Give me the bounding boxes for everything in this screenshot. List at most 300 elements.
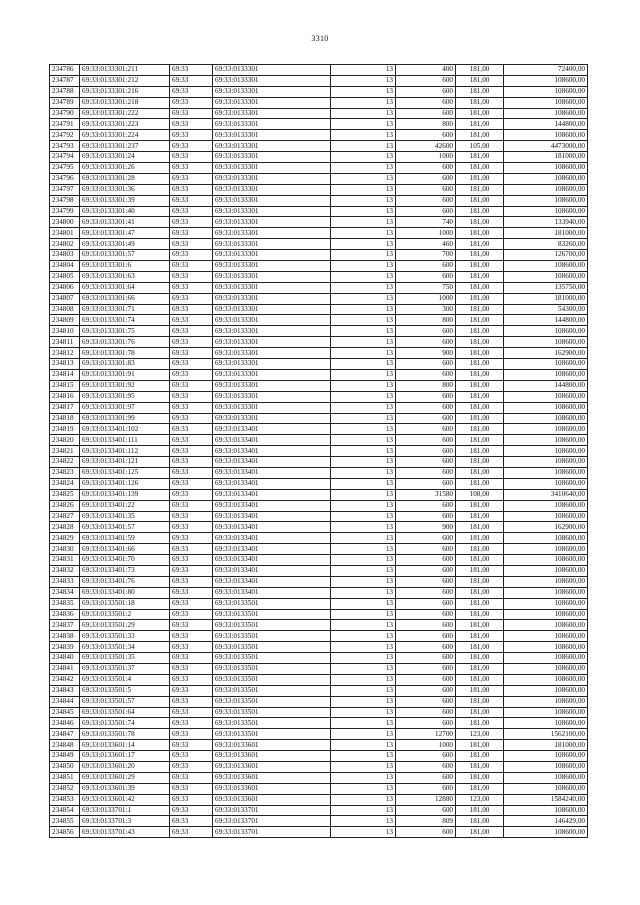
cell-area: 1000: [396, 228, 456, 239]
table-row: [50, 576, 588, 587]
cell-area: 600: [396, 75, 456, 86]
cell-area: 600: [396, 271, 456, 282]
cell-cadastral-value: 108600,00: [504, 195, 588, 206]
cell-area: 740: [396, 217, 456, 228]
cell-cadastral-block: 69:33:0133301: [213, 119, 331, 130]
cell-cadastral-block: 69:33:0133501: [213, 663, 331, 674]
cell-category-code: 13: [331, 380, 396, 391]
cell-cadastral-number: 69:33:0133301:92: [80, 380, 170, 391]
cell-category-code: 13: [331, 152, 396, 163]
cell-district-code: 69:33: [170, 620, 213, 631]
cell-category-code: 13: [331, 369, 396, 380]
cell-category-code: 13: [331, 424, 396, 435]
cell-cadastral-number: 69:33:0133301:91: [80, 369, 170, 380]
cell-record-number: 234852: [50, 783, 80, 794]
cell-record-number: 234846: [50, 718, 80, 729]
cell-cadastral-block: 69:33:0133301: [213, 315, 331, 326]
table-row: [50, 827, 588, 838]
cell-cadastral-block: 69:33:0133301: [213, 250, 331, 261]
cell-area: 600: [396, 369, 456, 380]
cell-cadastral-number: 69:33:0133401:76: [80, 576, 170, 587]
table-row: [50, 718, 588, 729]
cell-record-number: 234814: [50, 369, 80, 380]
cell-unit-value: 123,00: [456, 794, 504, 805]
cell-cadastral-block: 69:33:0133601: [213, 751, 331, 762]
cell-unit-value: 181,00: [456, 293, 504, 304]
table-row: [50, 478, 588, 489]
table-row: [50, 587, 588, 598]
cell-cadastral-block: 69:33:0133401: [213, 544, 331, 555]
cell-district-code: 69:33: [170, 141, 213, 152]
cell-record-number: 234808: [50, 304, 80, 315]
cell-district-code: 69:33: [170, 674, 213, 685]
cell-cadastral-block: 69:33:0133301: [213, 184, 331, 195]
cell-cadastral-number: 69:33:0133501:57: [80, 696, 170, 707]
cell-record-number: 234802: [50, 239, 80, 250]
cell-cadastral-number: 69:33:0133501:64: [80, 707, 170, 718]
cell-category-code: 13: [331, 816, 396, 827]
cell-record-number: 234804: [50, 261, 80, 272]
table-row: [50, 816, 588, 827]
cell-record-number: 234798: [50, 195, 80, 206]
table-row: [50, 348, 588, 359]
cell-cadastral-value: 108600,00: [504, 457, 588, 468]
cell-record-number: 234811: [50, 337, 80, 348]
cell-cadastral-block: 69:33:0133301: [213, 195, 331, 206]
cell-category-code: 13: [331, 772, 396, 783]
table-row: [50, 119, 588, 130]
cell-cadastral-block: 69:33:0133401: [213, 511, 331, 522]
cell-cadastral-number: 69:33:0133501:4: [80, 674, 170, 685]
cell-cadastral-number: 69:33:0133501:35: [80, 653, 170, 664]
cell-cadastral-number: 69:33:0133401:57: [80, 522, 170, 533]
cell-cadastral-number: 69:33:0133301:95: [80, 391, 170, 402]
cell-cadastral-number: 69:33:0133701:43: [80, 827, 170, 838]
table-row: [50, 282, 588, 293]
cell-district-code: 69:33: [170, 457, 213, 468]
cell-record-number: 234789: [50, 97, 80, 108]
cell-category-code: 13: [331, 598, 396, 609]
cell-record-number: 234792: [50, 130, 80, 141]
cell-unit-value: 181,00: [456, 696, 504, 707]
cell-unit-value: 181,00: [456, 337, 504, 348]
cell-cadastral-number: 69:33:0133301:76: [80, 337, 170, 348]
cell-category-code: 13: [331, 271, 396, 282]
cell-cadastral-value: 108600,00: [504, 674, 588, 685]
cell-area: 600: [396, 173, 456, 184]
cell-record-number: 234826: [50, 500, 80, 511]
table-row: [50, 163, 588, 174]
cell-cadastral-value: 108600,00: [504, 631, 588, 642]
cell-unit-value: 181,00: [456, 380, 504, 391]
cell-district-code: 69:33: [170, 271, 213, 282]
cell-cadastral-number: 69:33:0133401:125: [80, 467, 170, 478]
table-row: [50, 315, 588, 326]
cell-area: 600: [396, 195, 456, 206]
cell-cadastral-block: 69:33:0133401: [213, 467, 331, 478]
cell-record-number: 234822: [50, 457, 80, 468]
cell-cadastral-value: 108600,00: [504, 642, 588, 653]
table-row: [50, 544, 588, 555]
cell-record-number: 234797: [50, 184, 80, 195]
cell-area: 600: [396, 598, 456, 609]
cell-category-code: 13: [331, 457, 396, 468]
cell-area: 600: [396, 609, 456, 620]
cell-cadastral-value: 108600,00: [504, 163, 588, 174]
cell-cadastral-number: 69:33:0133301:26: [80, 163, 170, 174]
cell-cadastral-value: 108600,00: [504, 337, 588, 348]
cell-record-number: 234833: [50, 576, 80, 587]
cell-record-number: 234820: [50, 435, 80, 446]
cell-record-number: 234809: [50, 315, 80, 326]
cell-cadastral-number: 69:33:0133301:49: [80, 239, 170, 250]
cell-cadastral-number: 69:33:0133301:216: [80, 86, 170, 97]
cell-cadastral-block: 69:33:0133301: [213, 380, 331, 391]
cell-unit-value: 181,00: [456, 620, 504, 631]
cell-cadastral-value: 108600,00: [504, 500, 588, 511]
cell-category-code: 13: [331, 544, 396, 555]
cell-category-code: 13: [331, 315, 396, 326]
cell-record-number: 234817: [50, 402, 80, 413]
cell-cadastral-number: 69:33:0133701:1: [80, 805, 170, 816]
cell-unit-value: 181,00: [456, 206, 504, 217]
cell-district-code: 69:33: [170, 446, 213, 457]
cell-cadastral-value: 108600,00: [504, 97, 588, 108]
cell-cadastral-value: 108600,00: [504, 271, 588, 282]
cell-cadastral-block: 69:33:0133501: [213, 674, 331, 685]
cell-unit-value: 181,00: [456, 587, 504, 598]
table-row: [50, 304, 588, 315]
table-row: [50, 413, 588, 424]
cell-cadastral-block: 69:33:0133501: [213, 631, 331, 642]
cell-unit-value: 181,00: [456, 326, 504, 337]
cell-unit-value: 181,00: [456, 805, 504, 816]
cell-cadastral-block: 69:33:0133401: [213, 457, 331, 468]
cell-cadastral-block: 69:33:0133301: [213, 217, 331, 228]
cell-district-code: 69:33: [170, 565, 213, 576]
table-row: [50, 762, 588, 773]
cell-category-code: 13: [331, 467, 396, 478]
cell-cadastral-value: 108600,00: [504, 184, 588, 195]
cell-cadastral-block: 69:33:0133501: [213, 707, 331, 718]
cell-unit-value: 181,00: [456, 282, 504, 293]
cell-district-code: 69:33: [170, 653, 213, 664]
cell-area: 600: [396, 97, 456, 108]
cell-cadastral-value: 181000,00: [504, 740, 588, 751]
cell-cadastral-number: 69:33:0133501:2: [80, 609, 170, 620]
cell-cadastral-value: 108600,00: [504, 108, 588, 119]
table-row: [50, 271, 588, 282]
cell-category-code: 13: [331, 620, 396, 631]
cell-area: 600: [396, 359, 456, 370]
table-row: [50, 446, 588, 457]
cell-cadastral-value: 108600,00: [504, 533, 588, 544]
cell-cadastral-number: 69:33:0133301:211: [80, 65, 170, 76]
cell-cadastral-block: 69:33:0133401: [213, 500, 331, 511]
cell-area: 600: [396, 772, 456, 783]
cell-category-code: 13: [331, 663, 396, 674]
cell-cadastral-block: 69:33:0133301: [213, 163, 331, 174]
cell-district-code: 69:33: [170, 827, 213, 838]
cell-cadastral-number: 69:33:0133301:97: [80, 402, 170, 413]
cell-district-code: 69:33: [170, 282, 213, 293]
cell-category-code: 13: [331, 827, 396, 838]
cell-cadastral-value: 108600,00: [504, 391, 588, 402]
cell-unit-value: 181,00: [456, 424, 504, 435]
cell-district-code: 69:33: [170, 250, 213, 261]
table-row: [50, 685, 588, 696]
cell-category-code: 13: [331, 228, 396, 239]
table-row: [50, 511, 588, 522]
cell-area: 600: [396, 424, 456, 435]
cell-category-code: 13: [331, 141, 396, 152]
cell-area: 400: [396, 65, 456, 76]
cell-area: 600: [396, 751, 456, 762]
cell-category-code: 13: [331, 533, 396, 544]
cell-area: 600: [396, 718, 456, 729]
cell-district-code: 69:33: [170, 685, 213, 696]
cell-category-code: 13: [331, 391, 396, 402]
cell-district-code: 69:33: [170, 751, 213, 762]
cell-district-code: 69:33: [170, 467, 213, 478]
cell-cadastral-number: 69:33:0133301:47: [80, 228, 170, 239]
cell-cadastral-block: 69:33:0133501: [213, 598, 331, 609]
cell-cadastral-value: 108600,00: [504, 663, 588, 674]
cell-cadastral-number: 69:33:0133401:139: [80, 489, 170, 500]
cell-record-number: 234786: [50, 65, 80, 76]
cell-cadastral-value: 108600,00: [504, 413, 588, 424]
table-row: [50, 195, 588, 206]
cell-cadastral-number: 69:33:0133301:83: [80, 359, 170, 370]
table-row: [50, 489, 588, 500]
cell-record-number: 234830: [50, 544, 80, 555]
cell-district-code: 69:33: [170, 631, 213, 642]
cell-cadastral-number: 69:33:0133301:40: [80, 206, 170, 217]
cell-cadastral-block: 69:33:0133601: [213, 772, 331, 783]
cell-record-number: 234807: [50, 293, 80, 304]
cell-record-number: 234838: [50, 631, 80, 642]
cell-category-code: 13: [331, 642, 396, 653]
cell-record-number: 234800: [50, 217, 80, 228]
cell-cadastral-number: 69:33:0133301:41: [80, 217, 170, 228]
cell-district-code: 69:33: [170, 478, 213, 489]
cell-cadastral-number: 69:33:0133601:20: [80, 762, 170, 773]
cell-category-code: 13: [331, 195, 396, 206]
cell-cadastral-value: 108600,00: [504, 326, 588, 337]
cell-unit-value: 181,00: [456, 718, 504, 729]
cell-district-code: 69:33: [170, 598, 213, 609]
cell-record-number: 234853: [50, 794, 80, 805]
cell-unit-value: 181,00: [456, 86, 504, 97]
cell-record-number: 234835: [50, 598, 80, 609]
cell-record-number: 234795: [50, 163, 80, 174]
cell-district-code: 69:33: [170, 642, 213, 653]
cell-cadastral-block: 69:33:0133301: [213, 282, 331, 293]
table-row: [50, 337, 588, 348]
cell-record-number: 234815: [50, 380, 80, 391]
table-row: [50, 631, 588, 642]
cell-unit-value: 181,00: [456, 511, 504, 522]
cell-area: 600: [396, 674, 456, 685]
cell-record-number: 234843: [50, 685, 80, 696]
cell-unit-value: 181,00: [456, 413, 504, 424]
cell-cadastral-value: 108600,00: [504, 402, 588, 413]
cell-cadastral-value: 108600,00: [504, 435, 588, 446]
cell-area: 600: [396, 478, 456, 489]
cell-record-number: 234827: [50, 511, 80, 522]
cell-unit-value: 181,00: [456, 369, 504, 380]
cell-area: 600: [396, 261, 456, 272]
cell-unit-value: 181,00: [456, 467, 504, 478]
cell-area: 600: [396, 653, 456, 664]
cell-cadastral-value: 3410640,00: [504, 489, 588, 500]
cell-unit-value: 181,00: [456, 740, 504, 751]
cell-area: 800: [396, 119, 456, 130]
cell-category-code: 13: [331, 587, 396, 598]
cell-cadastral-number: 69:33:0133501:74: [80, 718, 170, 729]
cell-category-code: 13: [331, 500, 396, 511]
cell-record-number: 234812: [50, 348, 80, 359]
table-row: [50, 772, 588, 783]
cell-unit-value: 181,00: [456, 75, 504, 86]
cell-district-code: 69:33: [170, 696, 213, 707]
cell-cadastral-block: 69:33:0133301: [213, 239, 331, 250]
cell-district-code: 69:33: [170, 762, 213, 773]
cell-unit-value: 181,00: [456, 576, 504, 587]
cell-district-code: 69:33: [170, 369, 213, 380]
cell-record-number: 234821: [50, 446, 80, 457]
cell-record-number: 234844: [50, 696, 80, 707]
cell-district-code: 69:33: [170, 75, 213, 86]
table-row: [50, 250, 588, 261]
table-row: [50, 239, 588, 250]
cell-record-number: 234793: [50, 141, 80, 152]
cell-category-code: 13: [331, 478, 396, 489]
cell-cadastral-block: 69:33:0133401: [213, 565, 331, 576]
cell-cadastral-block: 69:33:0133501: [213, 696, 331, 707]
cell-unit-value: 181,00: [456, 663, 504, 674]
cell-cadastral-number: 69:33:0133601:14: [80, 740, 170, 751]
cell-district-code: 69:33: [170, 587, 213, 598]
cell-cadastral-value: 108600,00: [504, 827, 588, 838]
table-row: [50, 729, 588, 740]
cell-category-code: 13: [331, 173, 396, 184]
cell-record-number: 234805: [50, 271, 80, 282]
cell-unit-value: 181,00: [456, 631, 504, 642]
cell-category-code: 13: [331, 75, 396, 86]
cell-cadastral-block: 69:33:0133701: [213, 827, 331, 838]
cell-unit-value: 181,00: [456, 446, 504, 457]
cell-unit-value: 181,00: [456, 228, 504, 239]
cell-district-code: 69:33: [170, 555, 213, 566]
cell-cadastral-value: 144800,00: [504, 119, 588, 130]
cell-district-code: 69:33: [170, 261, 213, 272]
cell-cadastral-value: 108600,00: [504, 369, 588, 380]
table-row: [50, 75, 588, 86]
cell-cadastral-value: 108600,00: [504, 707, 588, 718]
cell-category-code: 13: [331, 206, 396, 217]
cell-district-code: 69:33: [170, 783, 213, 794]
cell-category-code: 13: [331, 65, 396, 76]
cell-cadastral-number: 69:33:0133401:121: [80, 457, 170, 468]
cell-cadastral-value: 108600,00: [504, 609, 588, 620]
cell-cadastral-number: 69:33:0133301:223: [80, 119, 170, 130]
cell-area: 900: [396, 522, 456, 533]
cell-unit-value: 181,00: [456, 544, 504, 555]
table-row: [50, 261, 588, 272]
cell-district-code: 69:33: [170, 663, 213, 674]
cell-district-code: 69:33: [170, 228, 213, 239]
cell-unit-value: 181,00: [456, 685, 504, 696]
cell-district-code: 69:33: [170, 239, 213, 250]
cell-record-number: 234836: [50, 609, 80, 620]
cell-area: 600: [396, 435, 456, 446]
cell-record-number: 234849: [50, 751, 80, 762]
cell-cadastral-number: 69:33:0133401:112: [80, 446, 170, 457]
cell-unit-value: 181,00: [456, 217, 504, 228]
cell-cadastral-number: 69:33:0133301:57: [80, 250, 170, 261]
cell-record-number: 234842: [50, 674, 80, 685]
cell-cadastral-value: 108600,00: [504, 467, 588, 478]
cell-cadastral-number: 69:33:0133401:66: [80, 544, 170, 555]
cell-unit-value: 181,00: [456, 500, 504, 511]
cell-cadastral-block: 69:33:0133301: [213, 413, 331, 424]
cell-area: 600: [396, 576, 456, 587]
cell-unit-value: 181,00: [456, 402, 504, 413]
cell-record-number: 234816: [50, 391, 80, 402]
cell-cadastral-value: 135750,00: [504, 282, 588, 293]
table-row: [50, 674, 588, 685]
cell-area: 600: [396, 620, 456, 631]
cell-cadastral-block: 69:33:0133301: [213, 391, 331, 402]
cell-category-code: 13: [331, 794, 396, 805]
cell-cadastral-value: 181000,00: [504, 293, 588, 304]
cell-area: 600: [396, 413, 456, 424]
cell-area: 600: [396, 685, 456, 696]
cell-cadastral-number: 69:33:0133401:35: [80, 511, 170, 522]
cell-record-number: 234832: [50, 565, 80, 576]
cell-district-code: 69:33: [170, 65, 213, 76]
cell-cadastral-value: 108600,00: [504, 598, 588, 609]
cell-category-code: 13: [331, 239, 396, 250]
cell-cadastral-number: 69:33:0133301:36: [80, 184, 170, 195]
table-row: [50, 783, 588, 794]
cell-cadastral-value: 108600,00: [504, 130, 588, 141]
cell-cadastral-value: 108600,00: [504, 75, 588, 86]
cell-category-code: 13: [331, 576, 396, 587]
cell-cadastral-number: 69:33:0133401:126: [80, 478, 170, 489]
cell-unit-value: 181,00: [456, 457, 504, 468]
cell-area: 600: [396, 587, 456, 598]
cell-record-number: 234850: [50, 762, 80, 773]
cell-area: 600: [396, 337, 456, 348]
cell-cadastral-number: 69:33:0133501:29: [80, 620, 170, 631]
cell-cadastral-number: 69:33:0133301:74: [80, 315, 170, 326]
cell-cadastral-value: 108600,00: [504, 359, 588, 370]
cell-cadastral-number: 69:33:0133301:63: [80, 271, 170, 282]
cell-unit-value: 181,00: [456, 522, 504, 533]
cell-category-code: 13: [331, 751, 396, 762]
cell-record-number: 234825: [50, 489, 80, 500]
cell-cadastral-value: 108600,00: [504, 772, 588, 783]
cell-category-code: 13: [331, 359, 396, 370]
cell-cadastral-value: 108600,00: [504, 173, 588, 184]
cell-area: 600: [396, 402, 456, 413]
cell-unit-value: 181,00: [456, 435, 504, 446]
cell-category-code: 13: [331, 511, 396, 522]
cell-area: 12700: [396, 729, 456, 740]
cell-area: 1000: [396, 740, 456, 751]
